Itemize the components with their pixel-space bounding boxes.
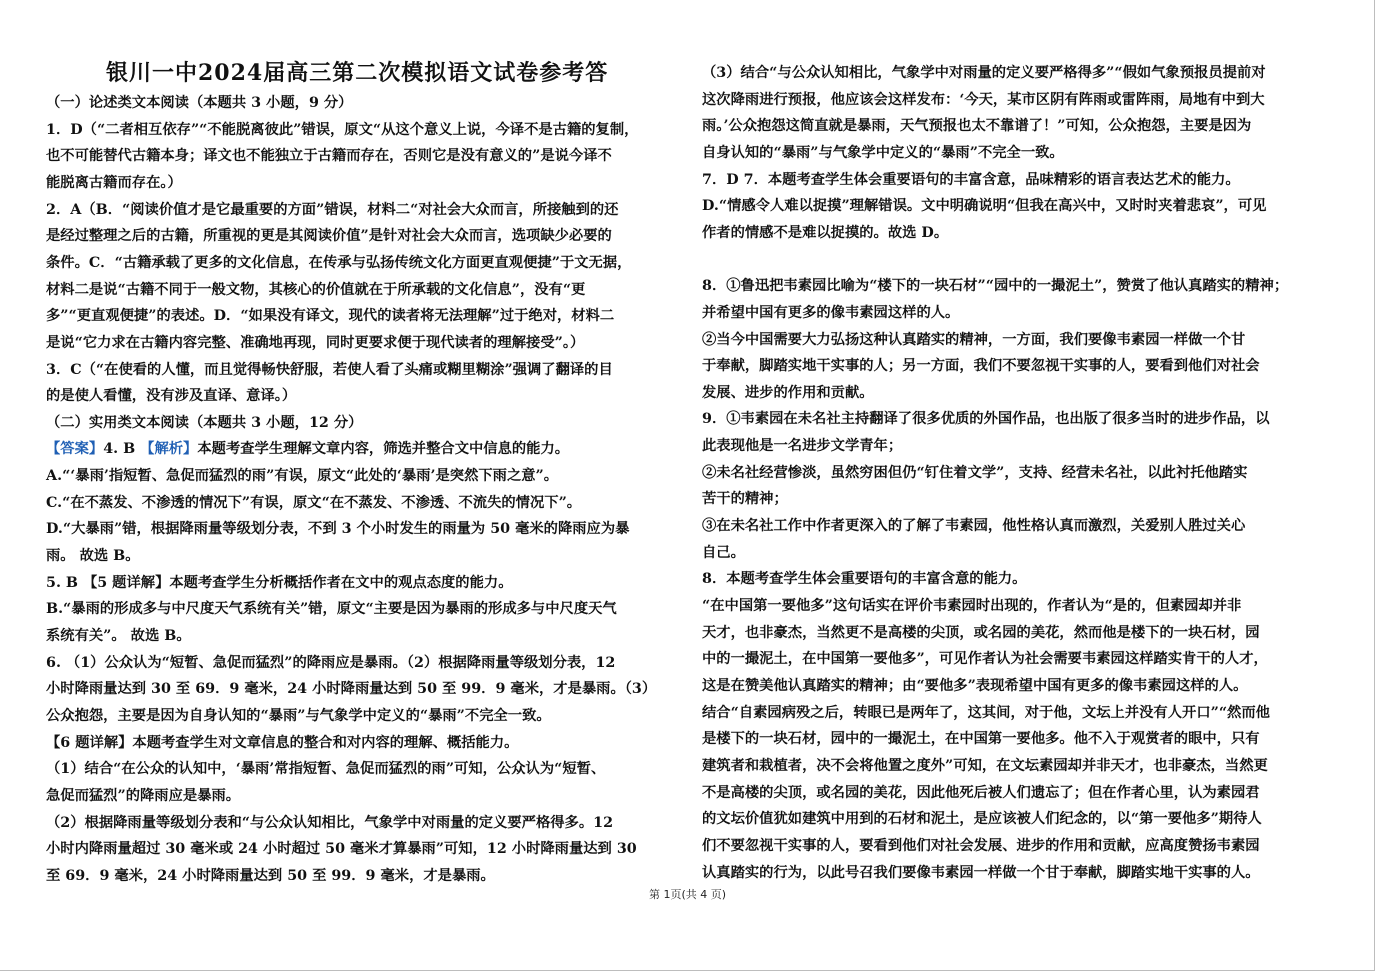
left-text-line: 【6 题详解】本题考查学生对文章信息的整合和对内容的理解、概括能力。 (46, 734, 519, 751)
left-text-line: 至 69．9 毫米，24 小时降雨量达到 50 至 99．9 毫米，才是暴雨。 (46, 867, 495, 884)
page-footer: 第 1页(共 4 页) (648, 888, 727, 901)
right-text-line: ②当今中国需要大力弘扬这种认真踏实的精神，一方面，我们要像韦素园一样做一个甘 (702, 331, 1246, 348)
left-text-line: 也不可能替代古籍本身；译文也不能独立于古籍而存在，否则它是没有意义的”是说今译不 (46, 148, 612, 165)
page-title: 银川一中2024届高三第二次模拟语文试卷参考答 (106, 60, 609, 86)
right-text-line: 7．D 7．本题考查学生体会重要语句的丰富含意，品味精彩的语言表达艺术的能力。 (702, 171, 1240, 188)
left-text-line: 急促而猛烈”的降雨应是暴雨。 (46, 787, 241, 804)
left-text-line: 小时内降雨量超过 30 毫米或 24 小时超过 50 毫米才算暴雨”可知，12 小时降雨量达到 30 (46, 841, 637, 858)
right-text-line: 们不要忽视干实事的人，要看到他们对社会发展、进步的作用和贡献，应高度赞扬韦素园 (702, 837, 1260, 854)
left-text-line: （2）根据降雨量等级划分表和“与公众认知相比，气象学中对雨量的定义要严格得多。12 (46, 814, 614, 831)
left-text-line: D.“大暴雨”错，根据降雨量等级划分表，不到 3 个小时发生的雨量为 50 毫米的降雨应为暴 (46, 521, 630, 538)
right-text-line: 发展、进步的作用和贡献。 (702, 384, 874, 401)
left-text-line: 3．C（“在使看的人懂，而且觉得畅快舒服，若使人看了头痛或糊里糊涂”强调了翻译的目 (46, 361, 613, 378)
right-text-line: 苦干的精神； (702, 491, 788, 508)
right-text-line: 作者的情感不是难以捉摸的。故选 D。 (702, 224, 949, 241)
left-text-line: （二）实用类文本阅读（本题共 3 小题，12 分） (46, 414, 363, 431)
right-text-line: 自身认知的“暴雨”与气象学中定义的“暴雨”不完全一致。 (702, 144, 1064, 161)
left-text-line: 公众抱怨，主要是因为自身认知的“暴雨”与气象学中定义的“暴雨”不完全一致。 (46, 707, 551, 724)
left-text-line: 1．D（“二者相互依存”“不能脱离彼此”错误，原文“从这个意义上说，今译不是古籍的复制， (46, 121, 639, 138)
left-text-line: 多”“更直观便捷”的表述。D．“如果没有译文，现代的读者将无法理解”过于绝对，材料二 (46, 308, 615, 325)
right-text-line: D.“情感令人难以捉摸”理解错误。文中明确说明“但我在高兴中，又时时夹着悲哀”，可见 (702, 198, 1267, 215)
left-text-line: 2．A（B．“阅读价值才是它最重要的方面”错误，材料二“对社会大众而言，所接触到的还 (46, 201, 619, 218)
right-text-line: 天才，也非豪杰，当然更不是高楼的尖顶，或名园的美花，然而他是楼下的一块石材，园 (702, 624, 1260, 641)
left-text-line: （一）论述类文本阅读（本题共 3 小题，9 分） (46, 95, 353, 111)
right-text-line: 8．本题考查学生体会重要语句的丰富含意的能力。 (702, 571, 1027, 588)
right-text-line: 的文坛价值犹如建筑中用到的石材和泥土，是应该被人们纪念的，以“第一要他多”期待人 (702, 811, 1262, 828)
right-text-line: 中的一撮泥土，在中国第一要他多”，可见作者认为社会需要韦素园这样踏实肯干的人才， (702, 651, 1268, 668)
left-text-line: 5. B 【5 题详解】本题考查学生分析概括作者在文中的观点态度的能力。 (46, 574, 513, 591)
right-text-line: 是楼下的一块石材，园中的一撮泥土，在中国第一要他多。他不入于观赏者的眼中，只有 (702, 731, 1260, 748)
left-text-line: 的是使人看懂，没有涉及直译、意译。） (46, 388, 297, 405)
right-text-line: ②未名社经营惨淡，虽然穷困但仍“钉住着文学”，支持、经营未名社，以此衬托他踏实 (702, 464, 1248, 481)
right-text-line: 8．①鲁迅把韦素园比喻为“楼下的一块石材”“园中的一撮泥土”，赞赏了他认真踏实的精神； (702, 278, 1289, 295)
right-text-line: ③在未名社工作中作者更深入的了解了韦素园，他性格认真而激烈，关爱别人胜过关心 (702, 518, 1246, 535)
left-text-line: 是说“它力求在古籍内容完整、准确地再现，同时更要求便于现代读者的理解接受”。） (46, 334, 585, 351)
left-text-line: 小时降雨量达到 30 至 69．9 毫米，24 小时降雨量达到 50 至 99．9 毫米，才是暴雨。（3） (46, 681, 657, 698)
right-text-line: 这是在赞美他认真踏实的精神；由“要他多”表现希望中国有更多的像韦素园这样的人。 (702, 677, 1248, 694)
right-text-line: 此表现他是一名进步文学青年； (702, 438, 903, 455)
left-text-line: 6. （1）公众认为“短暂、急促而猛烈”的降雨应是暴雨。（2）根据降雨量等级划分表，12 (46, 654, 616, 671)
left-text-line: C.“在不蒸发、不渗透的情况下”有误，原文“在不蒸发、不渗透、不流失的情况下”。 (46, 494, 582, 511)
left-text-line: A.“‘暴雨’指短暂、急促而猛烈的雨”有误，原文“此处的‘暴雨’是突然下雨之意”。 (46, 468, 559, 485)
right-text-line: 雨。’公众抱怨这简直就是暴雨，天气预报也太不靠谱了！”可知，公众抱怨，主要是因为 (702, 118, 1252, 135)
right-text-line: 于奉献，脚踏实地干实事的人；另一方面，我们不要忽视干实事的人，要看到他们对社会 (702, 358, 1260, 375)
answer-tag: 【答案】 (46, 441, 104, 458)
left-text-line: 材料二是说“古籍不同于一般文物，其核心的价值就在于所承载的文化信息”，没有“更 (46, 281, 586, 298)
right-text-line: 这次降雨进行预报，他应该会这样发布：‘今天，某市区阴有阵雨或雷阵雨，局地有中到大 (702, 91, 1265, 108)
right-text-line: 不是高楼的尖顶，或名园的美花，因此他死后被人们遗忘了；但在作者心里，认为素园君 (702, 784, 1260, 801)
right-text-line: 并希望中国有更多的像韦素园这样的人。 (702, 304, 960, 321)
right-text-line: 9．①韦素园在未名社主持翻译了很多优质的外国作品，也出版了很多当时的进步作品，以 (702, 411, 1270, 428)
right-text-line: 建筑者和栽植者，决不会将他置之度外”可知，在文坛素园却并非天才，也非豪杰，当然更 (702, 757, 1268, 774)
analysis-text: 本题考查学生理解文章内容，筛选并整合文中信息的能力。 (197, 441, 570, 458)
right-text-line: 结合“自素园病殁之后，转眼已是两年了，这其间，对于他，文坛上并没有人开口”“然而他 (702, 704, 1270, 721)
left-text-line: 能脱离古籍而存在。） (46, 174, 182, 191)
right-text-line: “在中国第一要他多”这句话实在评价韦素园时出现的，作者认为“是的，但素园却并非 (702, 598, 1242, 614)
answer-line (46, 436, 569, 462)
answer-number: 4. B (103, 441, 136, 458)
analysis-tag: 【解析】 (140, 441, 198, 458)
left-text-line: 是经过整理之后的古籍，所重视的更是其阅读价值”是针对社会大众而言，选项缺少必要的 (46, 228, 612, 245)
right-text-line: （3）结合“与公众认知相比，气象学中对雨量的定义要严格得多”“假如气象预报员提前对 (702, 65, 1266, 81)
left-text-line: 雨。 故选 B。 (46, 548, 140, 565)
left-text-line: 系统有关”。 故选 B。 (46, 628, 191, 644)
left-text-line: B.“暴雨的形成多与中尺度天气系统有关”错，原文“主要是因为暴雨的形成多与中尺度天气 (46, 601, 617, 618)
right-text-line: 认真踏实的行为，以此号召我们要像韦素园一样做一个甘于奉献，脚踏实地干实事的人。 (702, 864, 1260, 881)
left-text-line: 条件。C．“古籍承载了更多的文化信息，在传承与弘扬传统文化方面更直观便捷”于文无据， (46, 254, 632, 271)
left-text-line: （1）结合“在公众的认知中，‘暴雨’常指短暂、急促而猛烈的雨”可知，公众认为“短暂、 (46, 761, 606, 778)
right-text-line: 自己。 (702, 544, 745, 561)
